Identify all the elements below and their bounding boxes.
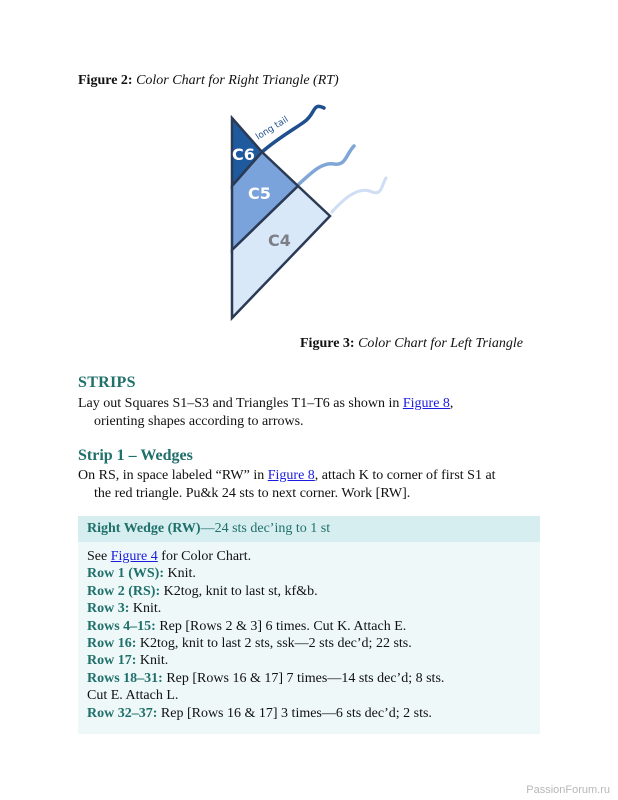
strip-1-text-a: On RS, in space labeled “RW” in [78, 468, 268, 483]
right-wedge-instructions [87, 548, 537, 722]
row-text: K2tog, knit to last st, kf&b. [160, 583, 318, 599]
right-wedge-heading [87, 521, 330, 537]
site-watermark: PassionForum.ru [526, 784, 610, 796]
row-instruction [87, 652, 537, 669]
strips-heading: STRIPS [78, 374, 136, 391]
row-instruction [87, 565, 537, 582]
figure-3-label: Figure 3: [300, 336, 355, 351]
row-text: Rep [Rows 16 & 17] 3 times—6 sts dec’d; 2 sts. [157, 705, 432, 721]
figure-3-caption [300, 336, 523, 352]
c4-yarn-tail [332, 178, 386, 212]
see-text-a: See [87, 549, 111, 564]
tail-label: long tail [254, 114, 291, 143]
row-instruction [87, 670, 537, 687]
row-text: Rep [Rows 2 & 3] 6 times. Cut K. Attach E. [155, 618, 407, 634]
row-instruction [87, 618, 537, 635]
right-wedge-title: Right Wedge (RW) [87, 521, 201, 536]
label-c6: C6 [232, 145, 255, 164]
strips-text-a: Lay out Squares S1–S3 and Triangles T1–T6 as shown in [78, 396, 403, 411]
row-label: Row 3: [87, 601, 130, 617]
strip-1-heading: Strip 1 – Wedges [78, 447, 193, 464]
left-triangle-color-chart [200, 100, 400, 330]
row-instruction [87, 687, 537, 704]
label-c5: C5 [248, 184, 271, 203]
right-wedge-subtitle: —24 sts dec’ing to 1 st [200, 521, 331, 536]
row-label: Row 17: [87, 653, 137, 669]
see-text-b: for Color Chart. [157, 549, 252, 564]
row-text: Knit. [164, 566, 196, 582]
figure-2-caption [78, 73, 339, 89]
label-c4: C4 [268, 231, 291, 250]
row-instruction [87, 705, 537, 722]
row-instruction [87, 635, 537, 652]
row-label: Row 2 (RS): [87, 583, 161, 599]
row-label: Rows 18–31: [87, 670, 163, 686]
c5-yarn-tail [298, 146, 354, 185]
row-text: Knit. [129, 601, 162, 617]
color-chart-reference [87, 548, 537, 565]
row-label: Row 1 (WS): [87, 566, 164, 582]
row-label: Rows 4–15: [87, 618, 156, 634]
row-label: Row 32–37: [87, 705, 158, 721]
right-wedge-header [78, 516, 540, 542]
figure-8-link-2[interactable]: Figure 8 [267, 468, 315, 483]
row-text: Rep [Rows 16 & 17] 7 times—14 sts dec’d; 8 sts. [162, 670, 445, 686]
row-text: Cut E. Attach L. [87, 688, 179, 704]
strips-paragraph [78, 395, 540, 431]
strip-1-paragraph [78, 467, 540, 503]
row-instruction [87, 600, 537, 617]
strip-1-text-c: the red triangle. Pu&k 24 sts to next corner. Work [RW]. [94, 486, 411, 501]
row-instruction [87, 583, 537, 600]
figure-4-link[interactable]: Figure 4 [110, 549, 158, 564]
row-label: Row 16: [87, 636, 137, 652]
figure-2-text: Color Chart for Right Triangle (RT) [136, 73, 339, 88]
strips-text-c: orienting shapes according to arrows. [94, 414, 304, 429]
figure-2-label: Figure 2: [78, 73, 133, 88]
strip-1-text-b: , attach K to corner of first S1 at [314, 468, 496, 483]
figure-3-text: Color Chart for Left Triangle [358, 336, 524, 351]
strips-text-b: , [449, 396, 454, 411]
row-text: Knit. [136, 653, 169, 669]
row-text: K2tog, knit to last 2 sts, ssk—2 sts dec’d; 22 sts. [136, 636, 412, 652]
figure-8-link[interactable]: Figure 8 [402, 396, 450, 411]
